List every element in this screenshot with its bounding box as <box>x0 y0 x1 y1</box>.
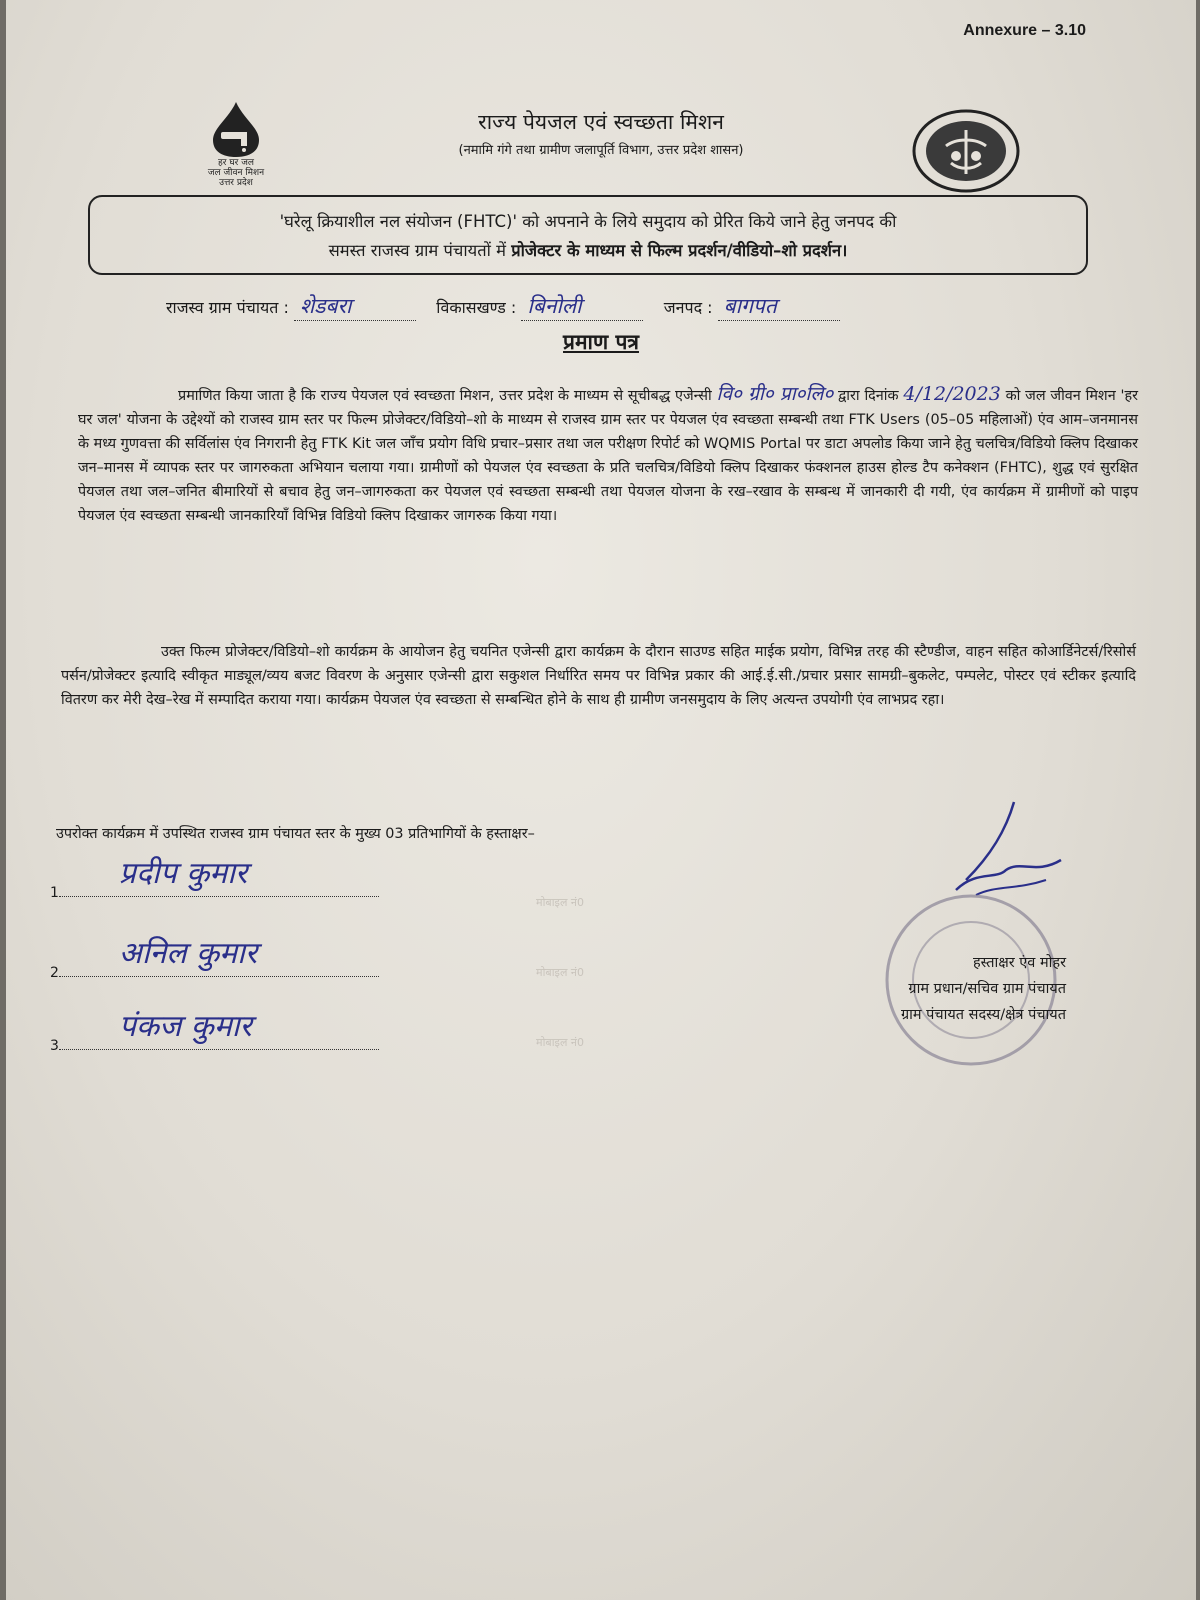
box-line-2 <box>108 236 1068 265</box>
box-line-2-bold: प्रोजेक्टर के माध्यम से फिल्म प्रदर्शन/वीडियो–शो प्रदर्शन। <box>511 241 848 260</box>
participant-number: 1 <box>50 885 59 901</box>
block-value: बिनोली <box>521 292 643 321</box>
participant-name: पंकज कुमार <box>118 1009 252 1044</box>
paragraph-2 <box>61 640 1136 712</box>
paragraph-1 <box>78 382 1138 528</box>
agency-name-handwritten: वि० ग्री० प्रा०लि० <box>716 383 834 405</box>
participant-signature-1 <box>50 856 379 901</box>
logo-text-3: उत्तर प्रदेश <box>219 178 253 188</box>
participant-number: 2 <box>50 965 59 981</box>
annexure-label: Annexure – 3.10 <box>963 22 1086 39</box>
mission-title: राज्य पेयजल एवं स्वच्छता मिशन <box>478 110 724 134</box>
participant-signature-3 <box>50 1009 379 1054</box>
pradhan-secretary-label: ग्राम प्रधान/सचिव ग्राम पंचायत <box>908 981 1066 997</box>
participant-name: प्रदीप कुमार <box>118 856 248 891</box>
panchayat-value: शेडबरा <box>294 292 416 321</box>
mobile-number-label: मोबाइल नं0 <box>536 966 585 979</box>
program-description-box <box>88 195 1088 275</box>
para1-mid: द्वारा दिनांक <box>833 388 904 404</box>
signatory-block <box>766 950 1066 1028</box>
mobile-number-label: मोबाइल नं0 <box>536 1036 585 1049</box>
block-label: विकासखण्ड : <box>436 298 517 317</box>
mobile-number-label: मोबाइल नं0 <box>536 896 585 909</box>
signature-seal-label: हस्ताक्षर एंव मोहर <box>972 955 1066 971</box>
panchayat-label: राजस्व ग्राम पंचायत : <box>166 298 289 317</box>
participant-number: 3 <box>50 1038 59 1054</box>
district-label: जनपद : <box>663 298 713 317</box>
para1-rest: को जल जीवन मिशन 'हर घर जल' योजना के उद्देश्यों को राजस्व ग्राम स्तर पर फिल्म प्रोजेक्टर/विडियो–शो के माध्यम से राजस्व ग्राम स्तर पर पेयजल एंव स्वच्छता सम्बन्धी तथा FTK Users (05–05 महिलाओं) एंव आम–जनमानस के मध्य गुणवत्ता की सर्विलांस एंव निगरानी हेतु FTK Kit जल जाँच प्रयोग विधि प्रचार–प्रसार तथा जल परीक्षण रिपोर्ट को WQMIS Portal पर डाटा अपलोड किया जाने हेतु चलचित्र/विडियो क्लिप दिखाकर जन–मानस में व्यापक स्तर पर जागरुकता अभियान चलाया गया। ग्रामीणों को पेयजल एंव स्वच्छता के प्रति चलचित्र/विडियो क्लिप दिखाकर फंक्शनल हाउस होल्ड टैप कनेक्शन (FHTC), शुद्ध एवं सुरक्षित पेयजल तथा जल–जनित बीमारियों से बचाव हेतु जन–जागरुकता कर पेयजल एवं स्वच्छता सम्बन्धी तथा पेयजल योजना के रख–रखाव के सम्बन्ध में जानकारी दी गयी, एंव कार्यक्रम में ग्रामीणों को पाइप पेयजल एंव स्वच्छता सम्बन्धी जानकारियाँ विभिन्न विडियो क्लिप दिखाकर जागरुक किया गया। <box>78 388 1138 524</box>
district-value: बागपत <box>718 292 840 321</box>
program-date-handwritten: 4/12/2023 <box>903 383 1001 405</box>
logo-text-2: जल जीवन मिशन <box>207 168 265 178</box>
mission-subtitle: (नमामि गंगे तथा ग्रामीण जलापूर्ति विभाग, उत्तर प्रदेश शासन) <box>458 143 744 158</box>
participant-signature-2 <box>50 936 379 981</box>
box-line-2-plain: समस्त राजस्व ग्राम पंचायतों में <box>328 241 512 260</box>
para2-text: उक्त फिल्म प्रोजेक्टर/विडियो–शो कार्यक्रम के आयोजन हेतु चयनित एजेन्सी द्वारा कार्यक्रम के दौरान साउण्ड सहित माईक प्रयोग, विभिन्न तरह की स्टैण्डीज, वाहन सहित कोआर्डिनेटर्स/रिसोर्स पर्सन/प्रोजेक्टर इत्यादि स्वीकृत माड्यूल/व्यय बजट विवरण के अनुसार एजेन्सी द्वारा सकुशल निर्धारित समय पर विभिन्न प्रकार की आई.ई.सी./प्रचार प्रसार सामग्री–बुकलेट, पम्पलेट, पोस्टर एवं स्टीकर इत्यादि वितरण कर मेरी देख–रेख में सम्पादित कराया गया। कार्यक्रम पेयजल एंव स्वच्छता से सम्बन्धित होने के साथ ही ग्रामीण जनसमुदाय के लिए अत्यन्त उपयोगी एंव लाभप्रद रहा। <box>61 644 1136 708</box>
participant-name: अनिल कुमार <box>118 936 258 971</box>
logo-text-1: हर घर जल <box>218 158 254 168</box>
certificate-title: प्रमाण पत्र <box>563 330 639 354</box>
panchayat-member-label: ग्राम पंचायत सदस्य/क्षेत्र पंचायत <box>900 1007 1066 1023</box>
state-emblem-icon <box>911 108 1021 194</box>
certificate-page <box>6 0 1196 1600</box>
location-fields <box>166 292 840 321</box>
paragraph-3: उपरोक्त कार्यक्रम में उपस्थित राजस्व ग्राम पंचायत स्तर के मुख्य 03 प्रतिभागियों के हस्ताक्षर– <box>56 826 535 842</box>
para1-start: प्रमाणित किया जाता है कि राज्य पेयजल एवं स्वच्छता मिशन, उत्तर प्रदेश के माध्यम से सूचीबद्ध एजेन्सी <box>178 388 717 404</box>
box-line-1: 'घरेलू क्रियाशील नल संयोजन (FHTC)' को अपनाने के लिये समुदाय को प्रेरित किये जाने हेतु जनपद की <box>279 212 897 231</box>
